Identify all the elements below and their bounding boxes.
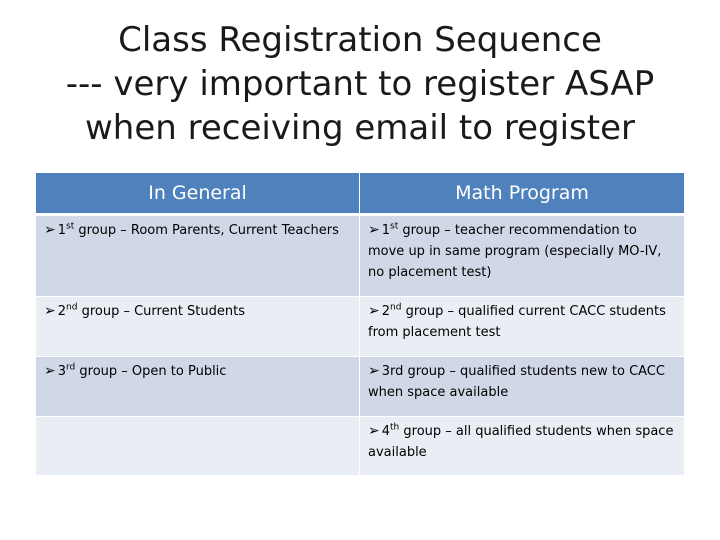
table-row [36,417,684,476]
group-description: group – Current Students [77,304,245,319]
arrow-bullet-icon: ➢ [44,363,56,379]
ordinal-suffix: nd [66,302,78,313]
group-number: 4 [381,424,391,439]
title-line-2: --- very important to register ASAP [65,64,655,104]
group-number: 3rd [381,364,404,379]
header-in-general: In General [36,173,359,216]
ordinal-suffix: st [390,221,399,232]
group-description: group – teacher recommendation to move up in same program (especially MO-IV, no placement test) [368,223,662,280]
header-math-program: Math Program [359,173,684,216]
ordinal-suffix: th [390,422,400,433]
math-cell [359,297,684,357]
ordinal-suffix: rd [66,362,76,373]
arrow-bullet-icon: ➢ [368,303,380,319]
title-line-3: when receiving email to register [85,108,635,148]
ordinal-suffix: st [66,221,75,232]
math-cell [359,417,684,476]
group-description: group – qualified current CACC students from placement test [368,304,666,340]
group-description: group – Room Parents, Current Teachers [74,223,339,238]
table-row [36,297,684,357]
arrow-bullet-icon: ➢ [368,423,380,439]
group-number: 2 [57,304,67,319]
ordinal-suffix: nd [390,302,402,313]
table-header-row [36,173,684,216]
group-number: 1 [381,223,391,238]
group-number: 1 [57,223,67,238]
title-line-1: Class Registration Sequence [118,20,602,60]
group-description: group – Open to Public [75,364,227,379]
math-cell [359,216,684,297]
math-cell [359,357,684,417]
slide-title [20,18,700,150]
arrow-bullet-icon: ➢ [368,222,380,238]
group-description: group – all qualified students when space available [368,424,674,460]
general-cell [36,297,359,357]
table-row [36,357,684,417]
general-cell-empty [36,417,359,476]
arrow-bullet-icon: ➢ [368,363,380,379]
registration-table [36,173,684,476]
group-description: group – qualified students new to CACC when space available [368,364,665,400]
general-cell [36,216,359,297]
group-number: 2 [381,304,391,319]
general-cell [36,357,359,417]
arrow-bullet-icon: ➢ [44,303,56,319]
arrow-bullet-icon: ➢ [44,222,56,238]
table-row [36,216,684,297]
group-number: 3 [57,364,67,379]
